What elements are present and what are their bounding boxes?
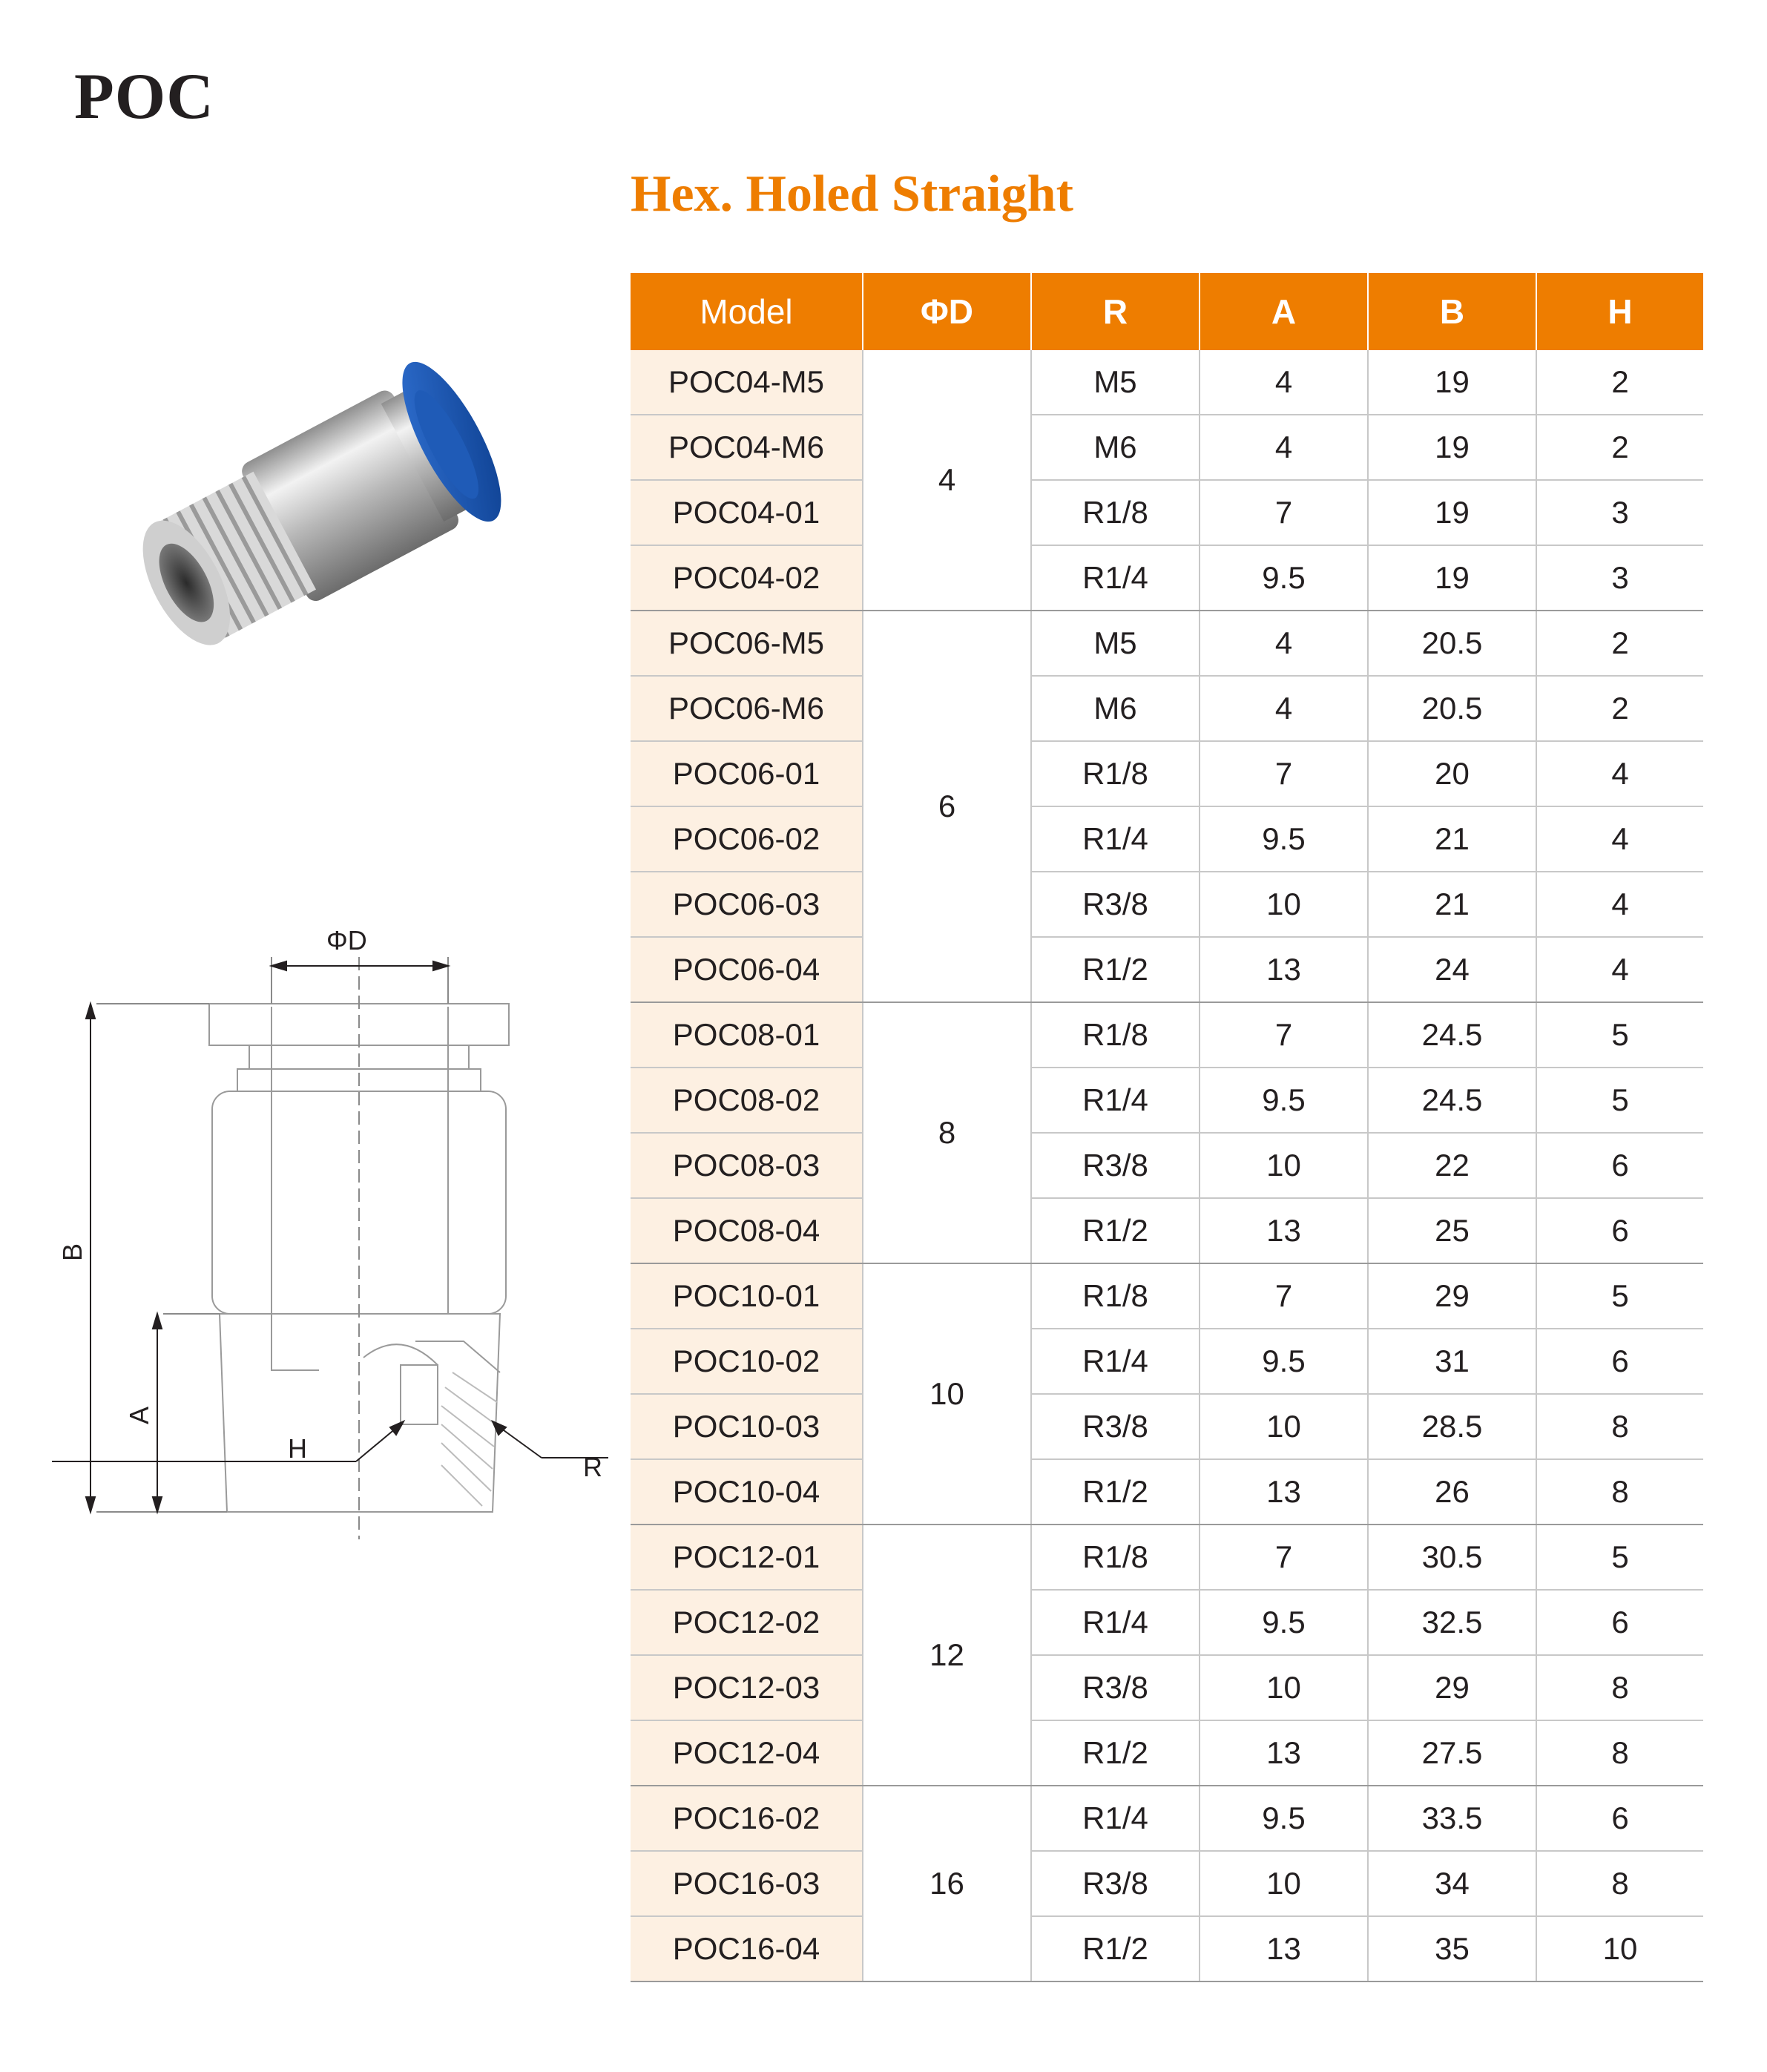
cell-r: R1/8 [1031, 1263, 1200, 1329]
cell-r: R1/4 [1031, 1329, 1200, 1394]
cell-a: 10 [1200, 1133, 1368, 1198]
cell-h: 8 [1536, 1394, 1703, 1459]
cell-r: M5 [1031, 611, 1200, 676]
cell-h: 5 [1536, 1525, 1703, 1590]
cell-r: R3/8 [1031, 1133, 1200, 1198]
cell-b: 22 [1368, 1133, 1536, 1198]
cell-a: 9.5 [1200, 545, 1368, 611]
cell-r: R1/4 [1031, 545, 1200, 611]
cell-r: R1/2 [1031, 1198, 1200, 1263]
cell-a: 7 [1200, 741, 1368, 806]
cell-a: 4 [1200, 676, 1368, 741]
cell-a: 4 [1200, 350, 1368, 415]
cell-h: 4 [1536, 741, 1703, 806]
cell-b: 19 [1368, 415, 1536, 480]
cell-model: POC10-03 [631, 1394, 863, 1459]
cell-b: 26 [1368, 1459, 1536, 1525]
cell-a: 13 [1200, 1198, 1368, 1263]
cell-a: 9.5 [1200, 1068, 1368, 1133]
cell-h: 2 [1536, 350, 1703, 415]
cell-model: POC10-01 [631, 1263, 863, 1329]
cell-model: POC06-M6 [631, 676, 863, 741]
cell-b: 21 [1368, 806, 1536, 872]
cell-model: POC08-02 [631, 1068, 863, 1133]
cell-a: 7 [1200, 1002, 1368, 1068]
header-b: B [1368, 273, 1536, 350]
cell-r: R1/2 [1031, 1916, 1200, 1981]
table-row [631, 611, 1703, 676]
cell-b: 21 [1368, 872, 1536, 937]
cell-r: R1/2 [1031, 1720, 1200, 1786]
table-row [631, 1916, 1703, 1981]
table-row [631, 1525, 1703, 1590]
cell-diameter: 6 [863, 611, 1031, 1002]
cell-b: 20.5 [1368, 676, 1536, 741]
cell-a: 9.5 [1200, 1329, 1368, 1394]
cell-b: 20.5 [1368, 611, 1536, 676]
dimension-drawing [52, 912, 631, 1565]
page-title: POC [74, 61, 214, 133]
cell-h: 3 [1536, 480, 1703, 545]
table-row [631, 415, 1703, 480]
cell-h: 4 [1536, 806, 1703, 872]
cell-a: 4 [1200, 415, 1368, 480]
thread-r-label: R [583, 1452, 602, 1482]
cell-model: POC04-02 [631, 545, 863, 611]
header-r: R [1031, 273, 1200, 350]
cell-b: 19 [1368, 545, 1536, 611]
cell-model: POC04-01 [631, 480, 863, 545]
cell-model: POC08-03 [631, 1133, 863, 1198]
length-b-label: B [57, 1243, 88, 1261]
cell-r: R1/4 [1031, 1068, 1200, 1133]
cell-model: POC12-01 [631, 1525, 863, 1590]
cell-a: 13 [1200, 1720, 1368, 1786]
cell-r: R1/8 [1031, 741, 1200, 806]
cell-h: 4 [1536, 872, 1703, 937]
cell-model: POC16-04 [631, 1916, 863, 1981]
cell-h: 5 [1536, 1263, 1703, 1329]
cell-model: POC16-02 [631, 1786, 863, 1851]
cell-a: 10 [1200, 1851, 1368, 1916]
cell-b: 29 [1368, 1655, 1536, 1720]
cell-h: 6 [1536, 1133, 1703, 1198]
header-h: H [1536, 273, 1703, 350]
table-row [631, 1851, 1703, 1916]
cell-a: 13 [1200, 1916, 1368, 1981]
cell-r: R1/8 [1031, 1002, 1200, 1068]
cell-r: R1/2 [1031, 937, 1200, 1002]
cell-b: 28.5 [1368, 1394, 1536, 1459]
table-row [631, 1655, 1703, 1720]
cell-r: M6 [1031, 676, 1200, 741]
cell-b: 19 [1368, 480, 1536, 545]
cell-h: 2 [1536, 676, 1703, 741]
cell-model: POC06-04 [631, 937, 863, 1002]
cell-r: M5 [1031, 350, 1200, 415]
cell-r: R1/4 [1031, 1786, 1200, 1851]
cell-a: 9.5 [1200, 1590, 1368, 1655]
cell-model: POC08-01 [631, 1002, 863, 1068]
table-row [631, 1002, 1703, 1068]
cell-a: 7 [1200, 1263, 1368, 1329]
cell-a: 10 [1200, 1655, 1368, 1720]
cell-h: 3 [1536, 545, 1703, 611]
table-row [631, 350, 1703, 415]
table-row [631, 1394, 1703, 1459]
cell-b: 31 [1368, 1329, 1536, 1394]
cell-h: 10 [1536, 1916, 1703, 1981]
cell-h: 6 [1536, 1590, 1703, 1655]
product-subtitle: Hex. Holed Straight [631, 165, 1073, 223]
cell-model: POC06-M5 [631, 611, 863, 676]
cell-h: 8 [1536, 1851, 1703, 1916]
cell-diameter: 16 [863, 1786, 1031, 1981]
cell-b: 27.5 [1368, 1720, 1536, 1786]
cell-diameter: 10 [863, 1263, 1031, 1525]
cell-b: 24.5 [1368, 1002, 1536, 1068]
cell-r: R1/8 [1031, 1525, 1200, 1590]
table-body [631, 350, 1703, 1981]
table-row [631, 1459, 1703, 1525]
cell-diameter: 12 [863, 1525, 1031, 1786]
cell-h: 4 [1536, 937, 1703, 1002]
hex-h-label: H [288, 1433, 307, 1464]
cell-h: 8 [1536, 1655, 1703, 1720]
table-row [631, 1068, 1703, 1133]
cell-model: POC10-02 [631, 1329, 863, 1394]
spec-table [631, 273, 1703, 1982]
cell-model: POC12-03 [631, 1655, 863, 1720]
table-row [631, 1720, 1703, 1786]
table-row [631, 872, 1703, 937]
cell-a: 7 [1200, 480, 1368, 545]
cell-r: R3/8 [1031, 1851, 1200, 1916]
cell-a: 9.5 [1200, 806, 1368, 872]
table-row [631, 1263, 1703, 1329]
length-a-label: A [124, 1406, 154, 1424]
cell-h: 6 [1536, 1329, 1703, 1394]
cell-r: R1/4 [1031, 806, 1200, 872]
header-model: Model [631, 273, 863, 350]
header-d: ΦD [863, 273, 1031, 350]
cell-h: 5 [1536, 1068, 1703, 1133]
cell-model: POC12-04 [631, 1720, 863, 1786]
cell-h: 5 [1536, 1002, 1703, 1068]
table-row [631, 741, 1703, 806]
cell-model: POC06-02 [631, 806, 863, 872]
cell-a: 10 [1200, 1394, 1368, 1459]
cell-a: 13 [1200, 1459, 1368, 1525]
cell-a: 13 [1200, 937, 1368, 1002]
cell-model: POC12-02 [631, 1590, 863, 1655]
diameter-label: ΦD [326, 925, 367, 956]
table-row [631, 806, 1703, 872]
table-row [631, 1133, 1703, 1198]
cell-b: 25 [1368, 1198, 1536, 1263]
cell-h: 2 [1536, 611, 1703, 676]
cell-b: 33.5 [1368, 1786, 1536, 1851]
cell-model: POC04-M6 [631, 415, 863, 480]
cell-diameter: 4 [863, 350, 1031, 611]
cell-h: 2 [1536, 415, 1703, 480]
cell-b: 35 [1368, 1916, 1536, 1981]
cell-b: 24 [1368, 937, 1536, 1002]
cell-diameter: 8 [863, 1002, 1031, 1263]
table-row [631, 1329, 1703, 1394]
cell-r: R1/8 [1031, 480, 1200, 545]
header-a: A [1200, 273, 1368, 350]
table-header-row [631, 273, 1703, 350]
cell-model: POC08-04 [631, 1198, 863, 1263]
cell-model: POC06-03 [631, 872, 863, 937]
cell-r: R1/2 [1031, 1459, 1200, 1525]
cell-model: POC16-03 [631, 1851, 863, 1916]
cell-r: R1/4 [1031, 1590, 1200, 1655]
table-row [631, 676, 1703, 741]
cell-b: 24.5 [1368, 1068, 1536, 1133]
cell-r: R3/8 [1031, 1655, 1200, 1720]
cell-r: M6 [1031, 415, 1200, 480]
table-row [631, 1590, 1703, 1655]
table-row [631, 545, 1703, 611]
cell-h: 8 [1536, 1459, 1703, 1525]
cell-r: R3/8 [1031, 872, 1200, 937]
cell-h: 6 [1536, 1786, 1703, 1851]
cell-model: POC04-M5 [631, 350, 863, 415]
cell-b: 19 [1368, 350, 1536, 415]
cell-b: 29 [1368, 1263, 1536, 1329]
cell-model: POC06-01 [631, 741, 863, 806]
table-row [631, 1198, 1703, 1263]
cell-h: 8 [1536, 1720, 1703, 1786]
product-photo [96, 304, 571, 705]
table-row [631, 480, 1703, 545]
cell-a: 4 [1200, 611, 1368, 676]
cell-b: 20 [1368, 741, 1536, 806]
cell-r: R3/8 [1031, 1394, 1200, 1459]
cell-b: 30.5 [1368, 1525, 1536, 1590]
cell-model: POC10-04 [631, 1459, 863, 1525]
cell-a: 10 [1200, 872, 1368, 937]
cell-a: 9.5 [1200, 1786, 1368, 1851]
cell-b: 32.5 [1368, 1590, 1536, 1655]
table-row [631, 937, 1703, 1002]
cell-b: 34 [1368, 1851, 1536, 1916]
cell-a: 7 [1200, 1525, 1368, 1590]
cell-h: 6 [1536, 1198, 1703, 1263]
table-row [631, 1786, 1703, 1851]
